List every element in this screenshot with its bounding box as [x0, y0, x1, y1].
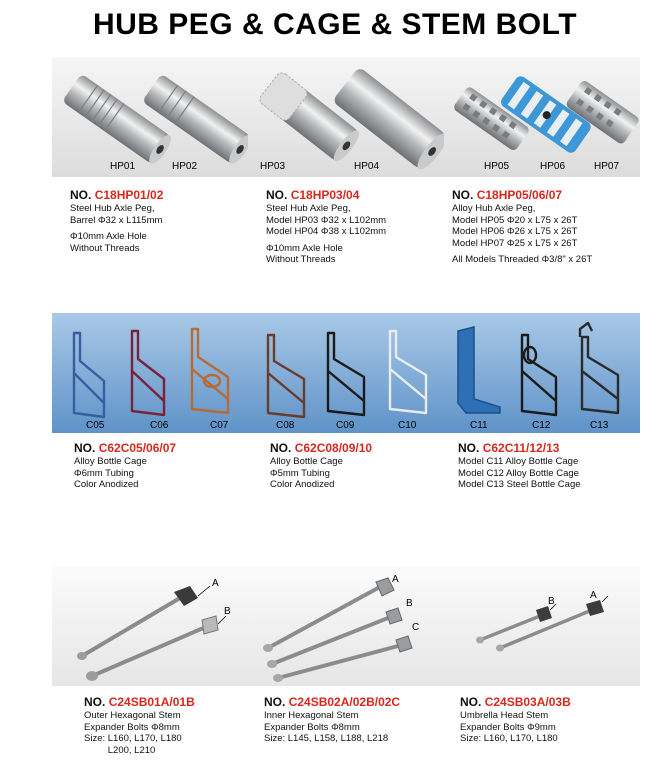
product-caption-c18hp03 — [266, 188, 466, 266]
spec-line: Model C13 Steel Bottle Cage — [458, 479, 581, 490]
product-caption-c62c11 — [458, 441, 658, 491]
photo-label: B — [406, 598, 413, 609]
spec-note: Φ10mm Axle Hole — [266, 242, 343, 254]
spec-line: Size: L145, L158, L188, L218 — [264, 733, 389, 744]
spec-line: Expander Bolts Φ8mm — [264, 721, 360, 733]
no-prefix: NO. — [452, 188, 474, 202]
product-caption-c24sb03 — [460, 695, 660, 745]
product-photo-hp03-04 — [248, 57, 444, 177]
spec-line: Size: L160, L170, L180 — [460, 733, 558, 744]
photo-label: C12 — [532, 420, 551, 431]
spec-line: Steel Hub Axle Peg, — [266, 203, 351, 214]
product-photo-hp01-02 — [52, 57, 248, 177]
spec-line: Model HP05 Φ20 x L75 x 26T — [452, 214, 578, 226]
spec-line: Model HP04 Φ38 x L102mm — [266, 226, 387, 237]
product-code: C62C08/09/10 — [294, 441, 373, 455]
photo-label: C10 — [398, 420, 417, 431]
photo-label: C13 — [590, 420, 609, 431]
photo-label: HP03 — [260, 161, 286, 172]
product-code: C18HP03/04 — [290, 188, 360, 202]
photo-label: C09 — [336, 420, 355, 431]
spec-line: Color Anodized — [74, 479, 139, 490]
spec-line: Umbrella Head Stem — [460, 710, 549, 721]
no-prefix: NO. — [264, 695, 286, 709]
spec-line: Model C11 Alloy Bottle Cage — [458, 456, 579, 467]
spec-line: Alloy Bottle Cage — [270, 456, 343, 467]
no-prefix: NO. — [460, 695, 482, 709]
product-photo-sb03 — [444, 566, 640, 686]
product-caption-c24sb02 — [264, 695, 464, 745]
spec-note: Without Threads — [70, 242, 140, 254]
product-code: C62C11/12/13 — [482, 441, 560, 455]
product-code: C24SB01A/01B — [108, 695, 195, 709]
spec-line: Expander Bolts Φ9mm — [460, 721, 556, 733]
spec-line: Expander Bolts Φ8mm — [84, 721, 180, 733]
spec-line: Color Anodized — [270, 479, 335, 490]
no-prefix: NO. — [84, 695, 106, 709]
spec-line: Alloy Hub Axle Peg, — [452, 203, 536, 214]
photo-label: HP01 — [110, 161, 136, 172]
spec-line: Alloy Bottle Cage — [74, 456, 147, 467]
photo-label: HP04 — [354, 161, 380, 172]
spec-line: Model HP06 Φ26 x L75 x 26T — [452, 226, 578, 237]
spec-line: Size: L160, L170, L180 — [84, 733, 182, 744]
product-photo-sb02 — [248, 566, 444, 686]
photo-label: HP06 — [540, 161, 566, 172]
spec-note: Φ10mm Axle Hole — [70, 231, 147, 242]
photo-label: HP05 — [484, 161, 510, 172]
spec-line: Barrel Φ32 x L115mm — [70, 214, 163, 226]
photo-label: A — [590, 590, 597, 601]
spec-note: All Models Threaded Φ3/8" x 26T — [452, 254, 593, 265]
product-code: C24SB03A/03B — [484, 695, 571, 709]
product-photo-c05-07 — [52, 313, 248, 433]
photo-label: C06 — [150, 420, 169, 431]
spec-note: Without Threads — [266, 254, 336, 265]
photo-label: C — [412, 622, 420, 633]
product-caption-c18hp01 — [70, 188, 270, 254]
spec-line: Model HP07 Φ25 x L75 x 26T — [452, 237, 578, 249]
photo-label: C08 — [276, 420, 295, 431]
photo-label: HP07 — [594, 161, 620, 172]
product-photo-c08-10 — [248, 313, 444, 433]
spec-line: Φ5mm Tubing — [270, 467, 330, 479]
spec-line: Model HP03 Φ32 x L102mm — [266, 214, 387, 226]
product-code: C18HP05/06/07 — [476, 188, 563, 202]
product-photo-c11-13 — [444, 313, 640, 433]
product-caption-c18hp05 — [452, 188, 652, 266]
no-prefix: NO. — [266, 188, 288, 202]
no-prefix: NO. — [74, 441, 96, 455]
page-title: HUB PEG & CAGE & STEM BOLT — [92, 8, 578, 41]
spec-line: L200, L210 — [84, 744, 156, 756]
no-prefix: NO. — [70, 188, 92, 202]
spec-line: Steel Hub Axle Peg, — [70, 203, 155, 214]
photo-label: C05 — [86, 420, 105, 431]
product-caption-c62c05 — [74, 441, 274, 491]
product-caption-c62c08 — [270, 441, 470, 491]
photo-label: A — [392, 574, 399, 585]
spec-line: Φ6mm Tubing — [74, 467, 134, 479]
product-code: C24SB02A/02B/02C — [288, 695, 401, 709]
spec-line: Inner Hexagonal Stem — [264, 710, 359, 721]
no-prefix: NO. — [270, 441, 292, 455]
photo-label: C11 — [470, 420, 488, 431]
product-code: C18HP01/02 — [94, 188, 164, 202]
photo-label: C07 — [210, 420, 229, 431]
no-prefix: NO. — [458, 441, 480, 455]
photo-label: B — [224, 606, 231, 617]
product-photo-hp05-07 — [444, 57, 640, 177]
product-photo-sb01 — [52, 566, 248, 686]
photo-label: B — [548, 596, 555, 607]
spec-line: Model C12 Alloy Bottle Cage — [458, 467, 579, 479]
product-code: C62C05/06/07 — [98, 441, 177, 455]
photo-label: HP02 — [172, 161, 198, 172]
product-caption-c24sb01 — [84, 695, 284, 756]
photo-label: A — [212, 578, 219, 589]
spec-line: Outer Hexagonal Stem — [84, 710, 181, 721]
